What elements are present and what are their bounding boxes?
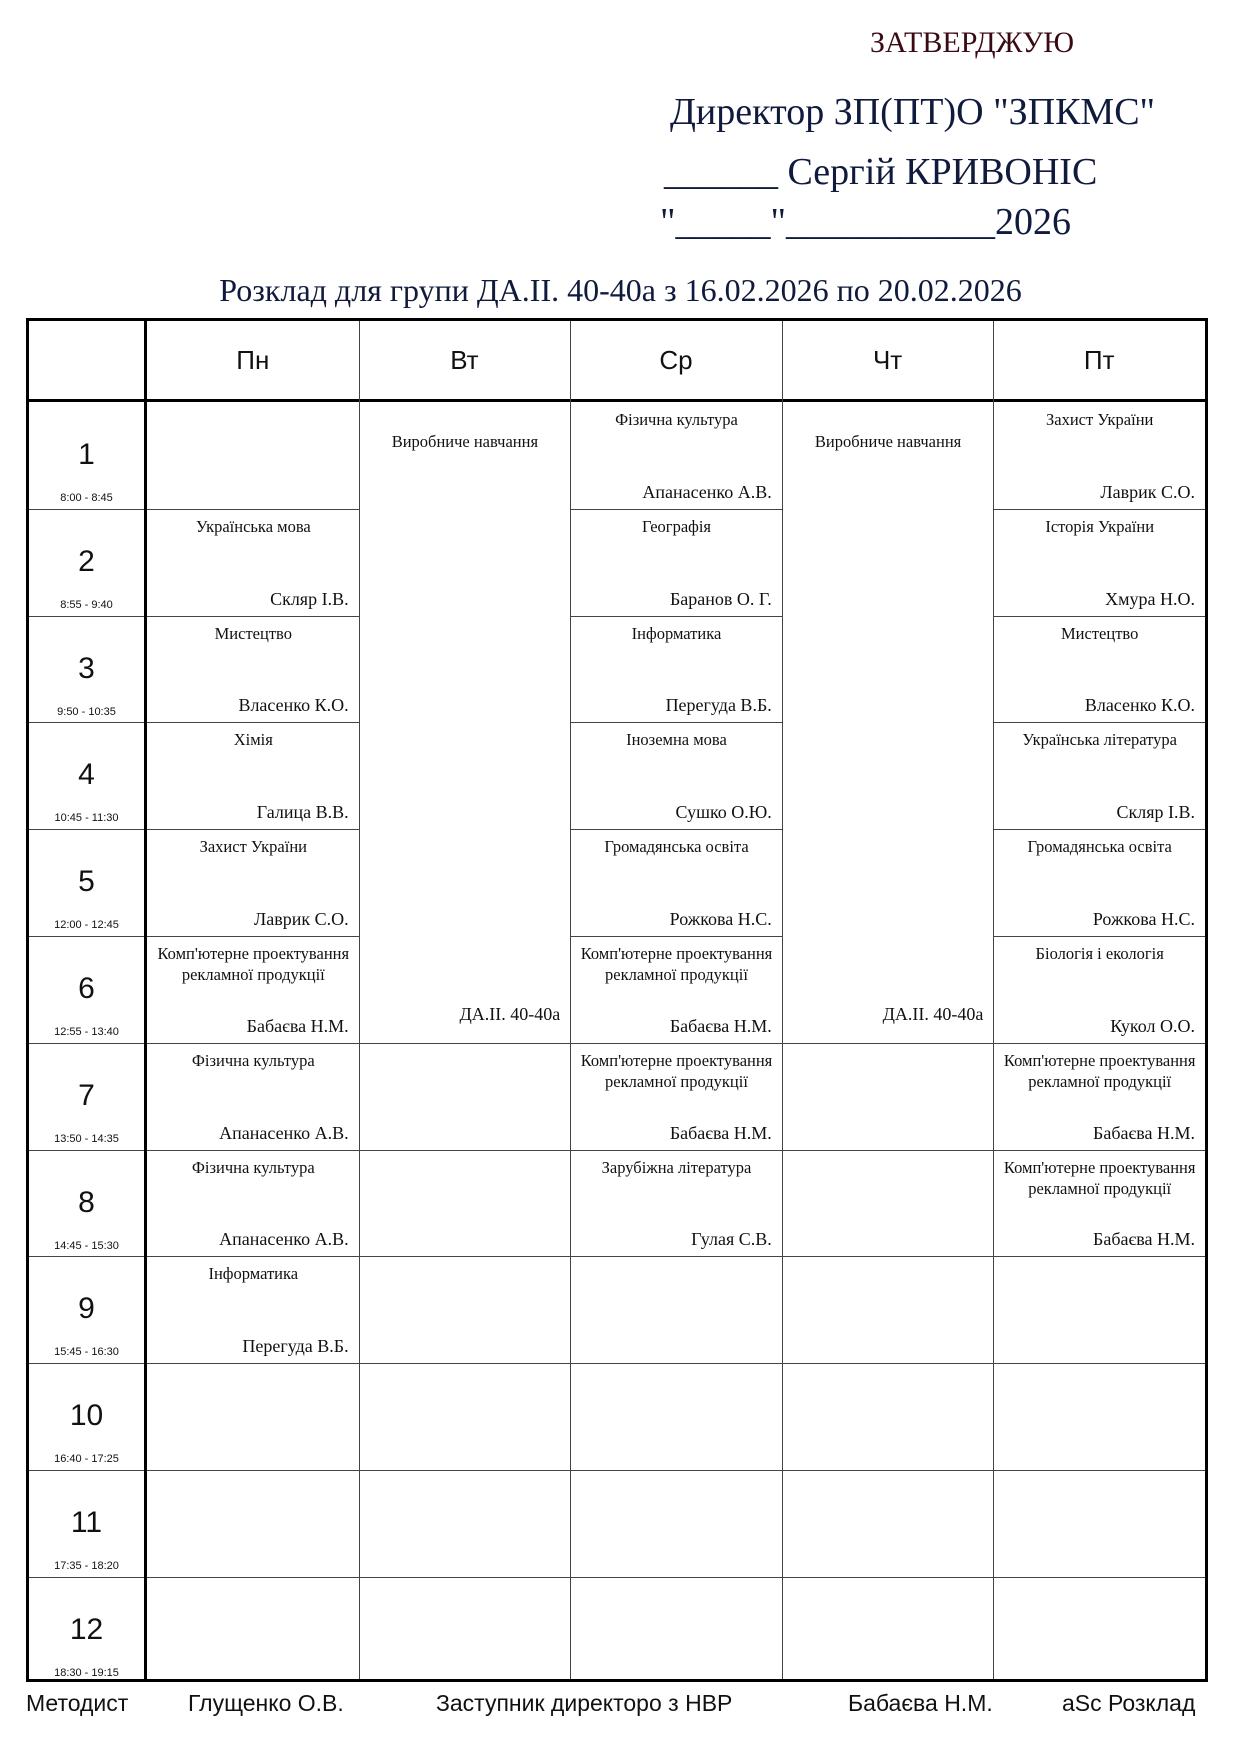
approval-stamp: ЗАТВЕРДЖУЮ — [870, 26, 1075, 59]
lesson-cell[interactable] — [148, 617, 359, 723]
lesson-subject: Комп'ютерне проектування рекламної продукції — [157, 944, 350, 984]
lesson-cell[interactable] — [148, 937, 359, 1043]
lesson-subject: Географія — [641, 516, 712, 536]
period-time: 8:00 - 8:45 — [60, 492, 113, 504]
lesson-subject: Іноземна мова — [626, 730, 727, 750]
day-header: Чт — [872, 344, 903, 375]
period-time: 18:30 - 19:15 — [54, 1666, 119, 1679]
row-divider — [29, 1363, 1205, 1364]
lesson-teacher: Апанасенко А.В. — [219, 1122, 349, 1143]
lesson-teacher: Апанасенко А.В. — [642, 481, 772, 502]
period-time: 8:55 - 9:40 — [60, 598, 113, 611]
period-number: 10 — [69, 1399, 104, 1433]
lesson-teacher: Хмура Н.О. — [1105, 588, 1195, 609]
lesson-subject: Інформатика — [631, 623, 722, 643]
row-divider — [29, 1470, 1205, 1471]
lesson-subject: Українська мова — [195, 516, 311, 536]
period-number: 12 — [69, 1612, 104, 1646]
day-header: Ср — [659, 344, 693, 375]
lesson-teacher: Рожкова Н.С. — [669, 908, 772, 929]
period-column-divider — [144, 321, 147, 1679]
lesson-cell[interactable] — [994, 937, 1205, 1043]
methodist-label: Методист — [26, 1690, 129, 1716]
methodist-name: Глущенко О.В. — [188, 1690, 344, 1716]
lesson-subject: Хімія — [233, 730, 273, 750]
deputy-name: Бабаєва Н.М. — [848, 1690, 993, 1716]
lesson-teacher: Лаврик С.О. — [254, 908, 349, 929]
lesson-subject: Фізична культура — [191, 1050, 315, 1070]
lesson-teacher: Апанасенко А.В. — [219, 1229, 349, 1250]
period-time: 12:55 - 13:40 — [54, 1026, 119, 1038]
lesson-teacher: Бабаєва Н.М. — [1093, 1122, 1195, 1143]
merged-lesson-group: ДА.ІІ. 40-40а — [882, 1003, 984, 1024]
period-cell — [29, 402, 144, 509]
lesson-subject: Українська література — [1022, 730, 1177, 750]
lesson-teacher: Лаврик С.О. — [1100, 481, 1195, 502]
lesson-subject: Мистецтво — [214, 623, 292, 643]
lesson-subject: Інформатика — [208, 1264, 299, 1284]
lesson-subject: Біологія і екологія — [1035, 944, 1164, 963]
period-cell — [29, 509, 144, 616]
period-number: 2 — [78, 544, 95, 578]
period-number: 6 — [78, 972, 95, 1005]
lesson-cell[interactable] — [148, 830, 359, 936]
lesson-teacher: Скляр І.В. — [270, 588, 349, 609]
schedule-title: Розклад для групи ДА.ІІ. 40-40а з 16.02.2026 по 20.02.2026 — [219, 272, 1022, 308]
lesson-cell[interactable] — [994, 1151, 1205, 1257]
schedule-table — [26, 318, 1208, 1682]
lesson-subject: Комп'ютерне проектування рекламної продукції — [580, 944, 773, 984]
lesson-cell[interactable] — [571, 937, 782, 1043]
day-header: Вт — [450, 344, 479, 375]
director-title: Директор ЗП(ПТ)О "ЗПКМС" — [670, 91, 1156, 133]
period-cell — [29, 616, 144, 723]
period-time: 13:50 - 14:35 — [54, 1132, 119, 1145]
merged-lesson-subject: Виробниче навчання — [391, 432, 539, 451]
period-number: 1 — [78, 438, 95, 471]
lesson-teacher: Гулая С.В. — [691, 1229, 772, 1250]
period-cell — [29, 1470, 144, 1577]
row-divider — [29, 1577, 1205, 1578]
period-number: 9 — [78, 1292, 95, 1326]
day-header: Пт — [1083, 344, 1115, 375]
period-cell — [29, 722, 144, 829]
lesson-cell[interactable] — [571, 510, 782, 616]
lesson-teacher: Кукол О.О. — [1110, 1015, 1195, 1036]
period-time: 16:40 - 17:25 — [54, 1453, 119, 1466]
period-cell — [29, 1256, 144, 1363]
lesson-cell[interactable] — [148, 1257, 359, 1363]
lesson-teacher: Скляр І.В. — [1116, 802, 1195, 823]
software-credit: aSc Розклад — [1062, 1690, 1196, 1716]
period-number: 11 — [70, 1506, 103, 1539]
lesson-cell[interactable] — [994, 617, 1205, 723]
merged-lesson-subject: Виробниче навчання — [814, 432, 962, 451]
lesson-subject: Фізична культура — [191, 1157, 315, 1177]
lesson-cell[interactable] — [994, 830, 1205, 936]
lesson-subject: Захист України — [1045, 410, 1154, 429]
period-number: 4 — [78, 758, 95, 792]
period-time: 14:45 - 15:30 — [54, 1239, 119, 1252]
period-time: 9:50 - 10:35 — [57, 705, 116, 718]
lesson-subject: Громадянська освіта — [1027, 837, 1172, 857]
lesson-teacher: Власенко К.О. — [238, 695, 349, 716]
period-time: 10:45 - 11:30 — [54, 812, 119, 825]
period-cell — [29, 1150, 144, 1257]
period-time: 15:45 - 16:30 — [54, 1346, 119, 1359]
day-header: Пн — [236, 344, 270, 375]
lesson-teacher: Бабаєва Н.М. — [1093, 1229, 1195, 1250]
lesson-teacher: Перегуда В.Б. — [242, 1336, 349, 1357]
lesson-cell[interactable] — [994, 510, 1205, 616]
lesson-subject: Фізична культура — [615, 410, 738, 429]
merged-lesson-cell[interactable] — [360, 402, 571, 1043]
lesson-teacher: Перегуда В.Б. — [665, 695, 772, 716]
period-time: 17:35 - 18:20 — [54, 1560, 119, 1572]
lesson-cell[interactable] — [571, 403, 782, 509]
period-number: 3 — [78, 651, 95, 685]
lesson-teacher: Галица В.В. — [256, 802, 349, 823]
period-cell — [29, 936, 144, 1043]
lesson-teacher: Бабаєва Н.М. — [669, 1015, 772, 1036]
lesson-teacher: Власенко К.О. — [1084, 695, 1195, 716]
period-number: 8 — [78, 1185, 95, 1219]
period-cell — [29, 1043, 144, 1150]
lesson-teacher: Баранов О. Г. — [669, 588, 772, 609]
lesson-cell[interactable] — [994, 1044, 1205, 1150]
lesson-teacher: Рожкова Н.С. — [1092, 908, 1195, 929]
lesson-teacher: Бабаєва Н.М. — [669, 1122, 772, 1143]
deputy-label: Заступник директоро з НВР — [436, 1690, 733, 1716]
merged-lesson-group: ДА.ІІ. 40-40а — [459, 1003, 561, 1024]
lesson-subject: Мистецтво — [1061, 623, 1139, 643]
period-number: 7 — [78, 1078, 95, 1112]
lesson-cell[interactable] — [571, 830, 782, 936]
lesson-subject: Історія України — [1045, 516, 1155, 536]
lesson-subject: Комп'ютерне проектування рекламної продукції — [1003, 1157, 1196, 1198]
director-signature: ______ Сергій КРИВОНІС — [664, 151, 1098, 193]
lesson-subject: Громадянська освіта — [604, 837, 749, 857]
lesson-subject: Захист України — [199, 837, 307, 857]
approval-date-line: "_____"___________2026 — [660, 201, 1072, 243]
lesson-teacher: Сушко О.Ю. — [675, 802, 772, 823]
period-cell — [29, 1577, 144, 1684]
header-divider — [29, 399, 1205, 402]
merged-lesson-cell[interactable] — [783, 402, 994, 1043]
period-cell — [29, 1363, 144, 1470]
lesson-cell[interactable] — [148, 510, 359, 616]
lesson-cell[interactable] — [571, 723, 782, 829]
lesson-subject: Комп'ютерне проектування рекламної продукції — [580, 1050, 773, 1091]
lesson-cell[interactable] — [994, 723, 1205, 829]
period-cell — [29, 829, 144, 936]
lesson-subject: Зарубіжна література — [601, 1157, 752, 1177]
lesson-teacher: Бабаєва Н.М. — [246, 1015, 349, 1036]
lesson-cell[interactable] — [571, 1044, 782, 1150]
lesson-subject: Комп'ютерне проектування рекламної продукції — [1003, 1050, 1196, 1091]
period-number: 5 — [78, 865, 95, 899]
lesson-cell[interactable] — [148, 1044, 359, 1150]
period-time: 12:00 - 12:45 — [54, 919, 119, 932]
lesson-cell[interactable] — [148, 1151, 359, 1257]
lesson-cell[interactable] — [148, 723, 359, 829]
lesson-cell[interactable] — [571, 1151, 782, 1257]
lesson-cell[interactable] — [994, 403, 1205, 509]
lesson-cell[interactable] — [571, 617, 782, 723]
